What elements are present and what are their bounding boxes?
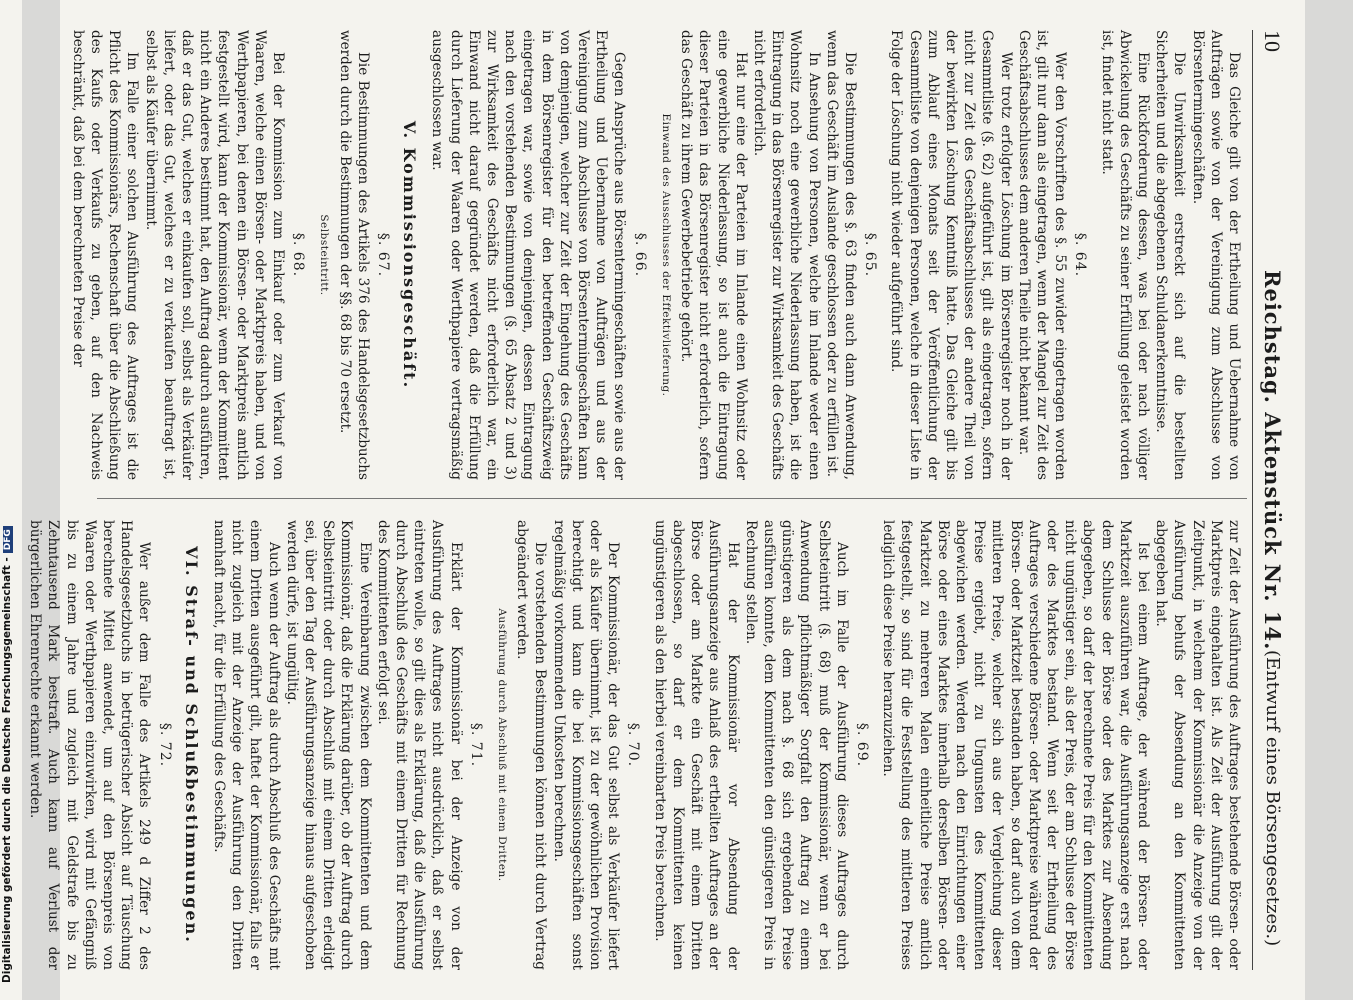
digitization-credit [1, 13, 21, 983]
left-column [69, 30, 1243, 480]
paragraph: Hat nur eine der Parteien im Inlande einen Wohnsitz oder eine gewerbliche Niederlassung, so ist auch die Eintragung dieser Parteien in das Börsenregister nicht erforderlich, sofern das Geschäft zu ihrem Gewerbebetriebe gehört. [678, 30, 749, 480]
scanned-page [27, 0, 1305, 1000]
chapter-heading: VI. Straf- und Schlußbestimmungen. [181, 546, 201, 944]
section-number: §. 69. [853, 722, 870, 768]
paragraph: Ist bei einem Auftrage, der während der Börsen- oder Marktzeit auszuführen war, die Ausführungsanzeige erst nach dem Schlusse der Börse oder des Marktes zur Absendung abgegeben, so darf der berechnete Preis für den Kommittenten nicht ungünstiger sein, als der Preis, der am Schlusse der Börse oder des Marktes bestand. Wenn seit der Ertheilung des Auftrages verschiedene Börsen- oder Marktpreise während der Börsen- oder Marktzeit bestanden haben, so darf auch von dem mittleren Preise, welcher sich aus der Vergleichung dieser Preise ergiebt, nicht zu Ungunsten des Kommittenten abgewichen werden. Werden nach den Einrichtungen einer Börse oder eines Marktes innerhalb derselben Börsen- oder Marktzeit zu mehreren Malen einheitliche Preise amtlich festgestellt, so sind für die Feststellung des mittleren Preises lediglich diese Preise heranzuziehen. [880, 520, 1151, 970]
section-number: §. 72. [156, 722, 173, 768]
paragraph: In Ansehung von Personen, welche im Inlande weder einen Wohnsitz noch eine gewerbliche Niederlassung haben, ist die Eintragung in das Börsenregister zur Wirksamkeit des Geschäfts nicht erforderlich. [750, 30, 822, 480]
paragraph: Bei der Kommission zum Einkauf oder zum Verkauf von Waaren, welche einen Börsen- oder Marktpreis haben, und von Werthpapieren, bei denen ein Börsen- oder Marktpreis amtlich festgestellt wird, kann der Kommissionär, wenn der Kommittent nicht ein Anderes bestimmt hat, den Auftrag dadurch ausführen, daß er das Gut, welches er einkaufen soll, selbst als Verkäufer liefert, oder das Gut, welches er zu verkaufen beauftragt ist, selbst als Käufer übernimmt. [142, 30, 287, 480]
section-number: §. 70. [625, 722, 642, 768]
credit-text: Digitalisierung gefördert durch die Deutsche Forschungsgemeinschaft - [1, 557, 13, 983]
section-number: §. 67. [375, 232, 392, 278]
section-number: §. 66. [631, 232, 648, 278]
paragraph: Das Gleiche gilt von der Ertheilung und Uebernahme von Aufträgen sowie von der Vereinigung zum Abschlusse von Börsentermingeschäften. [1189, 30, 1242, 480]
paragraph: Wer den Vorschriften des §. 55 zuwider eingetragen worden ist, gilt nur dann als eingetragen, wenn der Mangel zur Zeit des Geschäftsabschlusses dem anderen Theile nicht bekannt war. [1015, 30, 1069, 480]
margin-note: Ausführung durch Abschluß mit einem Dritten. [496, 608, 509, 882]
paragraph: zur Zeit der Ausführung des Auftrages bestehende Börsen- oder Marktpreis eingehalten ist. Als Zeit der Ausführung gilt der Zeitpunkt, in welchem der Kommissionär die Anzeige von der Ausführung behufs der Absendung an den Kommittenten abgegeben hat. [1153, 520, 1242, 970]
paragraph: Auch im Falle der Ausführung dieses Auftrages durch Selbsteintritt (§. 68) muß der Kommissionär, wenn er bei Anwendung pflichtmäßiger Sorgfalt den Auftrag zu einem günstigeren als dem nach §. 68 sich ergebenden Preise ausführen konnte, dem Kommittenten den günstigeren Preis in Rechnung stellen. [742, 520, 850, 970]
page-title: Reichstag. Aktenstück Nr. 14. [1260, 270, 1285, 651]
section-number: §. 65. [862, 232, 879, 278]
paragraph: Wer außer dem Falle des Artikels 249 d Ziffer 2 des Handelsgesetzbuchs in betrügerischer Absicht auf Täuschung berechnete Mittel anwendet, um auf den Börsenpreis von Waaren oder Werthpapieren einzuwirken, wird mit Gefängniß bis zu einem Jahre und zugleich mit Geldstrafe bis zu Zehntausend Mark bestraft. Auch kann auf Verlust der bürgerlichen Ehrenrechte erkannt werden. [27, 520, 153, 970]
paragraph: Eine Rückforderung dessen, was bei oder nach völliger Abwickelung des Geschäfts zu seiner Erfüllung geleistet worden ist, findet nicht statt. [1098, 30, 1151, 480]
section-number: §. 68. [290, 232, 307, 278]
paragraph: Im Falle einer solchen Ausführung des Auftrages ist die Pflicht des Kommissionärs, Rechenschaft über die Abschließung des Kaufs oder Verkaufs zu geben, auf den Nachweis beschränkt, daß bei dem berechneten Preise der [69, 30, 141, 480]
paragraph: Der Kommissionär, der das Gut selbst als Verkäufer liefert oder als Käufer übernimmt, ist zu der gewöhnlichen Provision berechtigt und kann die bei Kommissionsgeschäften sonst regelmäßig vorkommenden Unkosten berechnen. [550, 520, 622, 970]
paragraph: Die Bestimmungen des §. 63 finden auch dann Anwendung, wenn das Geschäft im Auslande geschlossen oder zu erfüllen ist. [823, 30, 858, 480]
footer-strip [0, 0, 22, 1000]
paragraph: Wer trotz erfolgter Löschung im Börsenregister noch in der Gesammtliste (§. 62) aufgeführt ist, gilt als eingetragen, sofern nicht zur Zeit des Geschäftsabschlusses der andere Theil von der bewirkten Löschung Kenntniß hatte. Das Gleiche gilt bis zum Ablauf eines Monats seit der Veröffentlichung der Gesammtliste von denjenigen Personen, welche in dieser Liste in Folge der Löschung nicht wieder aufgeführt sind. [888, 30, 1014, 480]
right-column [26, 520, 1243, 970]
paragraph: Eine Vereinbarung zwischen dem Kommittenten und dem Kommissionär, daß die Erklärung darüber, ob der Auftrag durch Selbsteintritt oder durch Abschluß mit einem Dritten erledigt sei, über den Tag der Ausführungsanzeige hinaus aufgeschoben werden dürfe, ist ungültig. [283, 520, 373, 970]
paragraph: Erklärt der Kommissionär bei der Anzeige von der Ausführung des Auftrages nicht ausdrücklich, daß er selbst eintreten wolle, so gilt dies als Erklärung, daß die Ausführung durch Abschluß des Geschäfts mit einem Dritten für Rechnung des Kommittenten erfolgt sei. [374, 520, 464, 970]
chapter-heading: V. Kommissionsgeschäft. [400, 120, 420, 390]
paragraph: Gegen Ansprüche aus Börsentermingeschäften sowie aus der Ertheilung und Uebernahme von Aufträgen und aus der Vereinigung zum Abschlusse von Börsentermingeschäften kann von demjenigen, welcher zur Zeit der Eingehung des Geschäfts in dem Börsenregister für den betreffenden Geschäftszweig eingetragen war, sowie von demjenigen, dessen Eintragung nach den vorstehenden Bestimmungen (§. 65 Absatz 2 und 3) zur Wirksamkeit des Geschäfts nicht erforderlich war, ein Einwand nicht darauf gegründet werden, daß die Erfüllung durch Lieferung der Waaren oder Werthpapiere vertragsmäßig ausgeschlossen war. [429, 30, 628, 480]
page-number: 10 [1260, 30, 1285, 52]
dfg-logo: DFG [3, 526, 13, 553]
paragraph: Auch wenn der Auftrag als durch Abschluß des Geschäfts mit einem Dritten ausgeführt gilt, haftet der Kommissionär, falls er nicht zugleich mit der Anzeige der Ausführung den Dritten namhaft macht, für die Erfüllung des Geschäfts. [211, 520, 282, 970]
paragraph: Die vorstehenden Bestimmungen können nicht durch Vertrag abgeändert werden. [514, 520, 549, 970]
section-number: §. 71. [467, 722, 484, 768]
margin-note: Einwand des Ausschlusses der Effektivlieferung. [659, 113, 672, 397]
page-header [1247, 30, 1287, 970]
paragraph: Hat der Kommissionär vor Absendung der Ausführungsanzeige aus Anlaß des ertheilten Auftrages an der Börse oder am Markte ein Geschäft mit einem Dritten abgeschlossen, so darf er dem Kommittenten keinen ungünstigeren als den hierbei vereinbarten Preis berechnen. [651, 520, 741, 970]
page-subtitle: (Entwurf eines Börsengesetzes.) [1262, 650, 1283, 947]
section-number: §. 64. [1072, 232, 1089, 278]
margin-note: Selbsteintritt. [318, 214, 331, 296]
column-separator [97, 498, 1247, 499]
paragraph: Die Unwirksamkeit erstreckt sich auf die bestellten Sicherheiten und die abgegebenen Schuldanerkenntnisse. [1153, 30, 1188, 480]
paragraph: Die Bestimmungen des Artikels 376 des Handelsgesetzbuchs werden durch die Bestimmungen der §§. 68 bis 70 ersetzt. [336, 30, 371, 480]
header-rule [1252, 30, 1253, 970]
